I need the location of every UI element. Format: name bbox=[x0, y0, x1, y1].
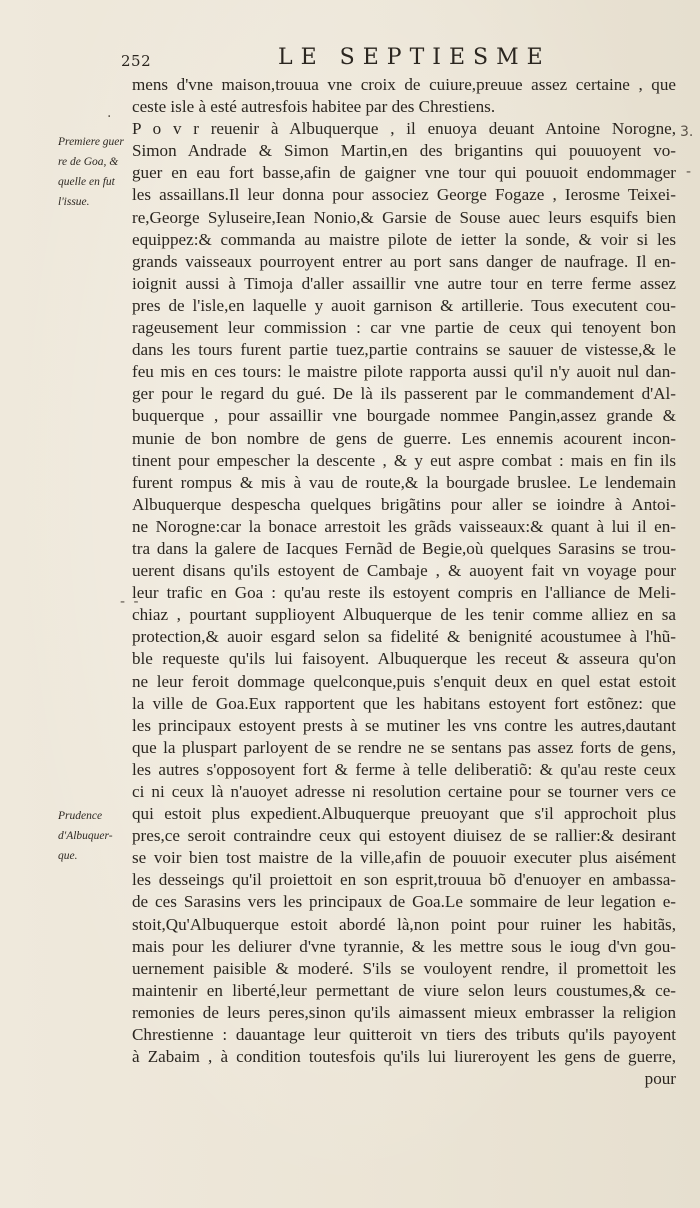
text-line: qui estoit plus expedient.Albuquerque preuoyant que s'il approchoit plus bbox=[132, 804, 676, 824]
text-line: tinent pour empescher la descente , & y eut aspre combat : mais en fin ils bbox=[132, 450, 676, 470]
text-line: mais pour les deliurer d'vne tyrannie, & les mettre sous le ioug d'vn gou- bbox=[132, 936, 676, 956]
text-line: re,George Syluseire,Iean Nonio,& Garsie de Souse auec leurs esquifs bien bbox=[132, 207, 676, 227]
text-line: ne leur feroit dommage quelconque,puis s'enquit deux en quel estat estoit bbox=[132, 671, 676, 691]
text-line: guer en eau fort basse,afin de gaigner vne tour qui pouuoit endommager bbox=[132, 163, 676, 183]
margin-note-line: l'issue. bbox=[58, 196, 90, 208]
text-line: ne Norogne:car la bonace arrestoit les grãds vaisseaux:& quant à lui il en- bbox=[132, 516, 676, 536]
margin-note-line: Premiere guer bbox=[58, 136, 124, 148]
margin-mark: 3. bbox=[680, 124, 694, 140]
text-line: feu mis en ces tours: le maistre pilote rapporta aussi qu'il n'y auoit nul dan- bbox=[132, 362, 676, 382]
text-line: ble requeste qu'ils lui faisoyent. Albuquerque les receut & asseura qu'on bbox=[132, 649, 676, 669]
text-line: dans les tours furent partie tuez,partie contrains se sauuer de vistesse,& le bbox=[132, 340, 676, 360]
text-line: leur trafic en Goa : qu'au reste ils estoyent compris en l'alliance de Meli- bbox=[132, 583, 676, 603]
body-text bbox=[132, 74, 676, 1090]
margin-mark: . bbox=[107, 105, 112, 121]
margin-note-line: quelle en fut bbox=[58, 176, 115, 188]
margin-note-line: d'Albuquer- bbox=[58, 830, 113, 842]
margin-mark: - bbox=[686, 164, 692, 180]
text-line: Chrestienne : dauantage leur quitteroit vn tiers des tributs qu'ils payoyent bbox=[132, 1025, 676, 1045]
text-line: tra dans la galere de Iacques Fernãd de Begie,où quelques Sarasins se trou- bbox=[132, 538, 676, 558]
text-line: uerent disans qu'ils estoyent de Cambaje , & auoyent fait vn voyage pour bbox=[132, 561, 676, 581]
text-line: ci ni ceux là n'auoyet adresse ni resolution certaine pour se tourner vers ce bbox=[132, 782, 676, 801]
margin-mark: - - bbox=[120, 594, 141, 610]
text-line: munie de bon nombre de gens de guerre. Les ennemis acourent incon- bbox=[132, 428, 676, 448]
text-line: chiaz , pourtant supplioyent Albuquerque de les tenir comme alliez en sa bbox=[132, 605, 676, 625]
text-line: Simon Andrade & Simon Martin,en des brigantins qui pouuoyent vo- bbox=[132, 141, 676, 161]
text-line: ger pour le regard du gué. De là ils passerent par le commandement d'Al- bbox=[132, 384, 676, 404]
text-line: les desseings qu'il proiettoit en son esprit,trouua bõ d'enuoyer en ambassa- bbox=[132, 870, 676, 890]
text-line: stoit,Qu'Albuquerque estoit abordé là,non point pour ruiner les habitãs, bbox=[132, 914, 676, 934]
text-line: les principaux estoyent prests à se mutiner les vns contre les autres,dautant bbox=[132, 715, 676, 735]
margin-note-first-war-of-goa bbox=[58, 132, 124, 212]
text-line: P o v r reuenir à Albuquerque , il enuoya deuant Antoine Norogne, bbox=[132, 119, 676, 139]
text-line: ioignit aussi à Timoja d'aller assaillir vne autre tour en terre ferme assez bbox=[132, 273, 676, 293]
text-line: de ces Sarasins vers les principaux de Goa.Le sommaire de leur legation e- bbox=[132, 892, 676, 912]
text-line: protection,& auoir esgard selon sa fidelité & benignité acoustumee à l'hũ- bbox=[132, 627, 676, 647]
text-line: à Zabaim , à condition toutesfois qu'ils lui liureroyent les gens de guerre, bbox=[132, 1047, 676, 1067]
text-line: remonies de leurs peres,sinon qu'ils aimassent mieux embrasser la religion bbox=[132, 1002, 676, 1022]
text-line: la ville de Goa.Eux rapportent que les habitans estoyent fort estõnez: que bbox=[132, 693, 676, 713]
text-line: les autres s'opposoyent fort & ferme à telle deliberatiõ: & qu'au reste ceux bbox=[132, 759, 676, 779]
text-line: pres,ce seroit contraindre ceux qui estoyent diuisez de se rallier:& desirant bbox=[132, 826, 676, 846]
text-line: Albuquerque despescha quelques brigãtins pour aller se ioindre à Antoi- bbox=[132, 494, 676, 514]
text-line: rageusement leur commission : car vne partie de ceux qui tenoyent bon bbox=[132, 318, 676, 338]
text-line: grands vaisseaux pourroyent entrer au port sans danger de naufrage. Il en- bbox=[132, 251, 676, 271]
margin-note-prudence-albuquerque bbox=[58, 806, 113, 866]
text-line: buquerque , pour assaillir vne bourgade nommee Pangin,assez grande & bbox=[132, 406, 676, 426]
text-line: les assaillans.Il leur donna pour associez George Fogaze , Ierosme Teixei- bbox=[132, 185, 676, 205]
text-line: pres de l'isle,en laquelle y auoit garnison & artillerie. Tous executent cou- bbox=[132, 295, 676, 315]
text-line: ceste isle à esté autresfois habitee par des Chrestiens. bbox=[132, 97, 496, 117]
text-line: uernement paisible & moderé. S'ils se vouloyent rendre, il promettoit les bbox=[132, 958, 676, 978]
text-line: mens d'vne maison,trouua vne croix de cuiure,preuue assez certaine , que bbox=[132, 75, 676, 94]
margin-note-line: re de Goa, & bbox=[58, 156, 119, 168]
text-line: maintenir en liberté,leur permettant de viure selon leurs coustumes,& ce- bbox=[132, 980, 676, 1000]
text-line: furent rompus & mis à vau de route,& la bourgade bruslee. Le lendemain bbox=[132, 472, 676, 492]
running-head: LE SEPTIESME bbox=[278, 45, 551, 70]
text-line: que la pluspart parloyent de se rendre ne se sentans pas assez forts de gens, bbox=[132, 737, 676, 757]
text-line: pour bbox=[644, 1069, 676, 1089]
margin-note-line: Prudence bbox=[58, 810, 103, 822]
text-line: se voir bien tost maistre de la ville,afin de pouuoir executer plus aisément bbox=[132, 848, 676, 868]
page-number: 252 bbox=[121, 52, 152, 70]
margin-note-line: que. bbox=[58, 850, 78, 862]
text-line: equippez:& commanda au maistre pilote de ietter la sonde, & voir si les bbox=[132, 229, 676, 249]
